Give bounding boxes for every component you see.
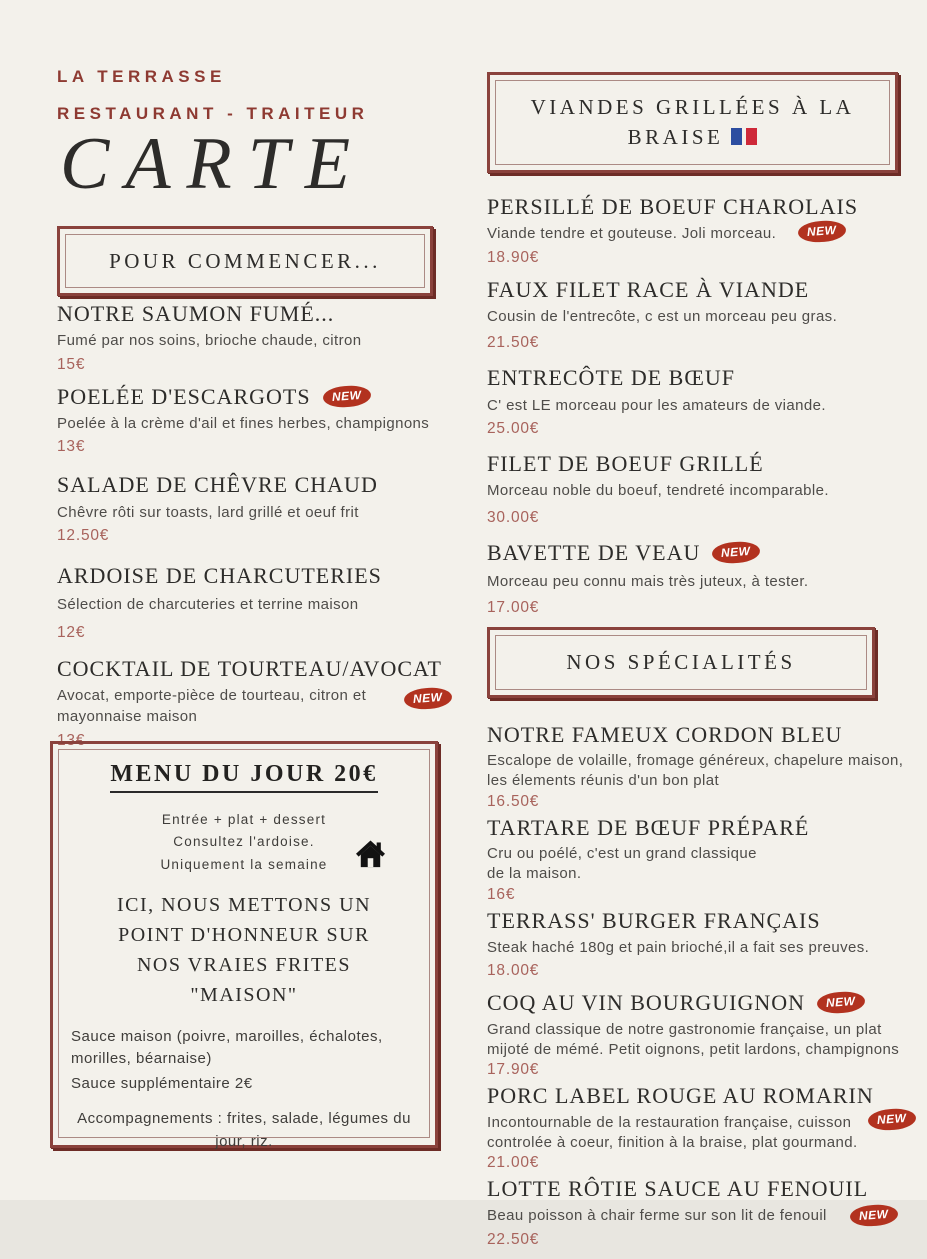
item-title: SALADE DE CHÊVRE CHAUD xyxy=(57,472,378,498)
item-description: Steak haché 180g et pain brioché,il a fait ses preuves. xyxy=(487,938,870,956)
new-badge: NEW xyxy=(797,219,846,243)
specialties-section-inner xyxy=(495,635,867,689)
item-title: PORC LABEL ROUGE AU ROMARIN xyxy=(487,1083,874,1109)
new-badge: NEW xyxy=(867,1107,916,1131)
item-description: Incontournable de la restauration française, cuisson controlée à coeur, finition à la braise, plat gourmand. xyxy=(487,1113,858,1151)
item-price: 18.90€ xyxy=(487,248,540,266)
item-description: C' est LE morceau pour les amateurs de viande. xyxy=(487,396,826,414)
item-title: NOTRE FAMEUX CORDON BLEU xyxy=(487,721,843,747)
menu-item-charcuteries xyxy=(57,563,489,642)
item-description: Escalope de volaille, fromage généreux, chapelure maison, les élements réunis d'un bon plat xyxy=(487,752,904,790)
menu-du-jour-box xyxy=(50,741,438,1148)
grilled-section-inner xyxy=(495,80,890,165)
menu-sub-line: Uniquement la semaine xyxy=(160,856,328,872)
restaurant-brand xyxy=(57,58,368,133)
menu-du-jour-title: MENU DU JOUR 20€ xyxy=(110,761,377,793)
specialties-heading: NOS SPÉCIALITÉS xyxy=(566,650,796,675)
menu-du-jour-inner xyxy=(58,749,430,1150)
menu-item-persille xyxy=(487,194,907,267)
item-title-text: POELÉE D'ESCARGOTS xyxy=(57,383,311,409)
item-description: Cru ou poélé, c'est un grand classique de la maison. xyxy=(487,845,757,883)
menu-item-faux-filet xyxy=(487,277,907,353)
menu-item-lotte xyxy=(487,1176,907,1249)
item-title: TARTARE DE BŒUF PRÉPARÉ xyxy=(487,814,810,840)
sauce-supplementaire-text: Sauce supplémentaire 2€ xyxy=(71,1074,253,1092)
page-title: CARTE xyxy=(60,123,367,205)
item-title: ARDOISE DE CHARCUTERIES xyxy=(57,563,382,589)
item-title: PERSILLÉ DE BOEUF CHAROLAIS xyxy=(487,193,859,219)
menu-sub-line: Entrée + plat + dessert xyxy=(161,812,327,827)
item-title xyxy=(487,540,907,566)
brand-subtitle: RESTAURANT - TRAITEUR xyxy=(57,104,369,124)
french-flag-icon xyxy=(731,128,757,145)
house-icon xyxy=(352,836,389,878)
item-title xyxy=(487,990,907,1016)
grilled-heading-text: VIANDES GRILLÉES À LA BRAISE xyxy=(530,95,855,150)
item-price: 25.00€ xyxy=(487,419,540,437)
item-price: 15€ xyxy=(57,355,86,373)
item-title: NOTRE SAUMON FUMÉ... xyxy=(57,301,335,326)
menu-item-cocktail xyxy=(57,656,489,750)
accompagnements-text: Accompagnements : frites, salade, légumes du jour, riz. xyxy=(77,1110,411,1150)
menu-item-porc xyxy=(487,1083,907,1172)
item-price: 13€ xyxy=(57,438,86,456)
menu-item-coq-au-vin xyxy=(487,990,907,1079)
menu-item-chevre xyxy=(57,472,489,545)
item-description: Viande tendre et gouteuse. Joli morceau. xyxy=(487,225,777,243)
item-price: 13€ xyxy=(57,731,86,749)
item-description: Sélection de charcuteries et terrine maison xyxy=(57,596,359,614)
new-badge: NEW xyxy=(712,540,761,565)
menu-item-saumon xyxy=(57,301,489,374)
menu-item-bavette xyxy=(487,540,907,618)
new-badge: NEW xyxy=(403,686,452,710)
item-description: Poelée à la crème d'ail et fines herbes, champignons xyxy=(57,415,430,433)
sauces-text: Sauce maison (poivre, maroilles, échalotes, morilles, béarnaise) xyxy=(71,1027,383,1068)
item-price: 17.90€ xyxy=(487,1061,540,1079)
item-title-text: COQ AU VIN BOURGUIGNON xyxy=(487,990,805,1016)
starters-section-box xyxy=(57,226,433,296)
brand-name: LA TERRASSE xyxy=(57,67,226,86)
item-title: FILET DE BOEUF GRILLÉ xyxy=(487,450,764,476)
item-description: Avocat, emporte-pièce de tourteau, citron et mayonnaise maison xyxy=(57,687,367,726)
item-title xyxy=(57,384,489,410)
menu-item-escargots xyxy=(57,384,489,457)
new-badge: NEW xyxy=(816,991,865,1016)
new-badge: NEW xyxy=(849,1203,898,1227)
grilled-heading xyxy=(526,92,859,153)
item-price: 18.00€ xyxy=(487,962,540,980)
grilled-section-box xyxy=(487,72,898,173)
specialties-section-box xyxy=(487,627,875,697)
item-price: 16.50€ xyxy=(487,792,540,810)
item-price: 21.00€ xyxy=(487,1154,540,1171)
item-description: Beau poisson à chair ferme sur son lit de fenouil xyxy=(487,1207,827,1225)
menu-sub-line: Consultez l'ardoise. xyxy=(173,834,315,850)
item-title: LOTTE RÔTIE SAUCE AU FENOUIL xyxy=(487,1176,869,1201)
item-description: Fumé par nos soins, brioche chaude, citron xyxy=(57,332,362,350)
menu-item-burger xyxy=(487,908,907,981)
item-description: Morceau peu connu mais très juteux, à tester. xyxy=(487,573,809,591)
new-badge: NEW xyxy=(322,384,371,409)
starters-list xyxy=(57,301,489,760)
frites-maison-statement: ICI, NOUS METTONS UN POINT D'HONNEUR SUR NOS VRAIES FRITES "MAISON" xyxy=(116,893,372,1006)
item-price: 12.50€ xyxy=(57,527,110,545)
item-title: ENTRECÔTE DE BŒUF xyxy=(487,365,735,391)
item-description: Grand classique de notre gastronomie française, un plat mijoté de mémé. Petit oignons, petit lardons, champignons xyxy=(487,1020,900,1058)
item-price: 21.50€ xyxy=(487,334,540,352)
item-price: 30.00€ xyxy=(487,508,540,526)
item-description: Chêvre rôti sur toasts, lard grillé et oeuf frit xyxy=(57,503,359,521)
item-price: 17.00€ xyxy=(487,599,540,617)
menu-item-filet xyxy=(487,451,907,527)
item-title: TERRASS' BURGER FRANÇAIS xyxy=(487,907,821,933)
item-title: COCKTAIL DE TOURTEAU/AVOCAT xyxy=(57,655,442,681)
item-price: 22.50€ xyxy=(487,1230,540,1248)
menu-item-tartare xyxy=(487,815,907,904)
item-description: Cousin de l'entrecôte, c est un morceau peu gras. xyxy=(487,307,838,325)
right-column xyxy=(487,72,907,1259)
item-price: 16€ xyxy=(487,885,516,903)
item-price: 12€ xyxy=(57,623,86,641)
item-title: FAUX FILET RACE À VIANDE xyxy=(487,276,810,302)
menu-item-cordon-bleu xyxy=(487,722,907,811)
starters-section-inner xyxy=(65,234,425,288)
item-title-text: BAVETTE DE VEAU xyxy=(487,539,701,565)
menu-item-entrecote xyxy=(487,365,907,438)
starters-heading: POUR COMMENCER... xyxy=(109,249,381,273)
item-description: Morceau noble du boeuf, tendreté incomparable. xyxy=(487,482,829,500)
